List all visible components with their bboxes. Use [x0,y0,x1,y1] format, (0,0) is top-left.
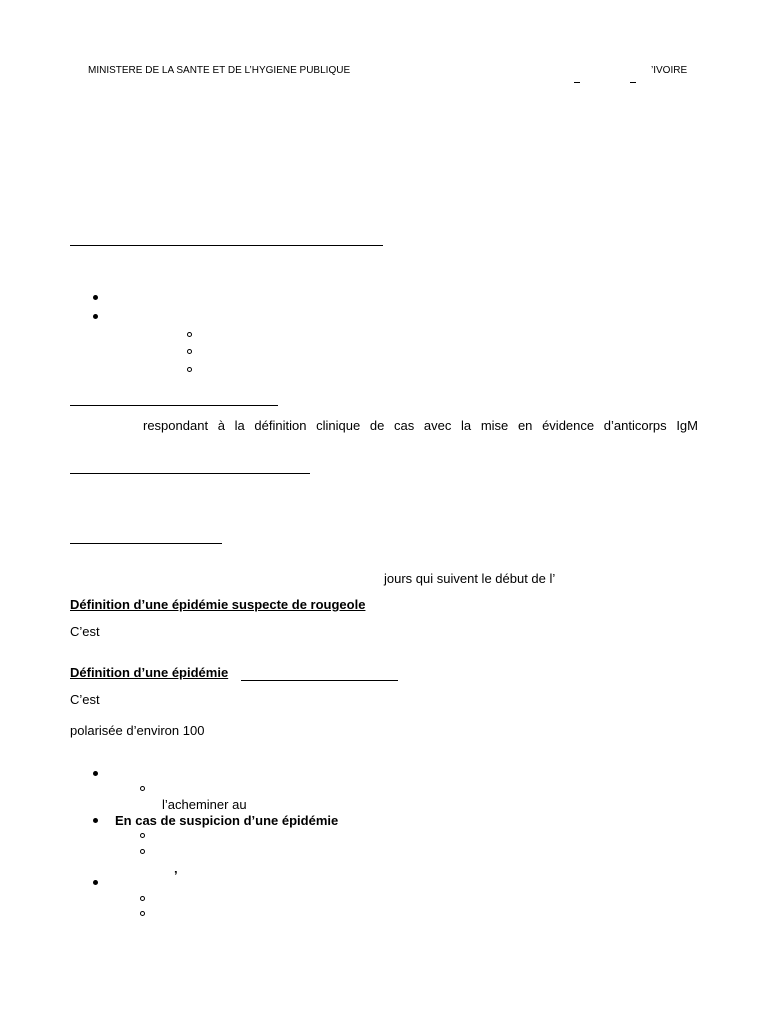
list-bullet [93,880,98,885]
sub-list-bullet [187,349,192,354]
list-bullet [93,771,98,776]
section-heading-rule-3 [70,473,310,474]
sub-list-bullet [187,367,192,372]
sub-list-bullet [187,332,192,337]
confirmed-case-text: respondant à la définition clinique de cas avec la mise en évidence d’anticorps IgM [143,418,698,433]
sub-list-bullet [140,896,145,901]
epidemic-heading: Définition d’une épidémie [70,665,229,680]
section-heading-rule-2 [70,405,278,406]
ministry-header: MINISTERE DE LA SANTE ET DE L’HYGIENE PUBLIQUE [88,65,351,76]
section-heading-rule-1 [70,245,383,246]
epidemic-heading-rule [241,680,398,681]
suspicion-list-item: En cas de suspicion d’une épidémie [115,813,339,828]
polarised-text: polarisée d’environ 100 [70,723,205,738]
country-header: ’IVOIRE [651,65,688,76]
epidemic-text: C’est [70,692,100,707]
sub-list-bullet [140,911,145,916]
sub-list-bullet [140,786,145,791]
list-bullet [93,295,98,300]
header-dash-1 [574,82,580,83]
sub-list-bullet [140,849,145,854]
list-bullet [93,818,98,823]
comma-mark: ’ [174,868,178,883]
suspect-epidemic-heading: Définition d’une épidémie suspecte de rougeole [70,597,366,612]
list-bullet [93,314,98,319]
header-dash-2 [630,82,636,83]
sub-list-bullet [140,833,145,838]
route-sub-item: l’acheminer au [162,797,247,812]
days-text: jours qui suivent le début de l’ [384,571,556,586]
suspect-epidemic-text: C’est [70,624,100,639]
section-heading-rule-4 [70,543,222,544]
